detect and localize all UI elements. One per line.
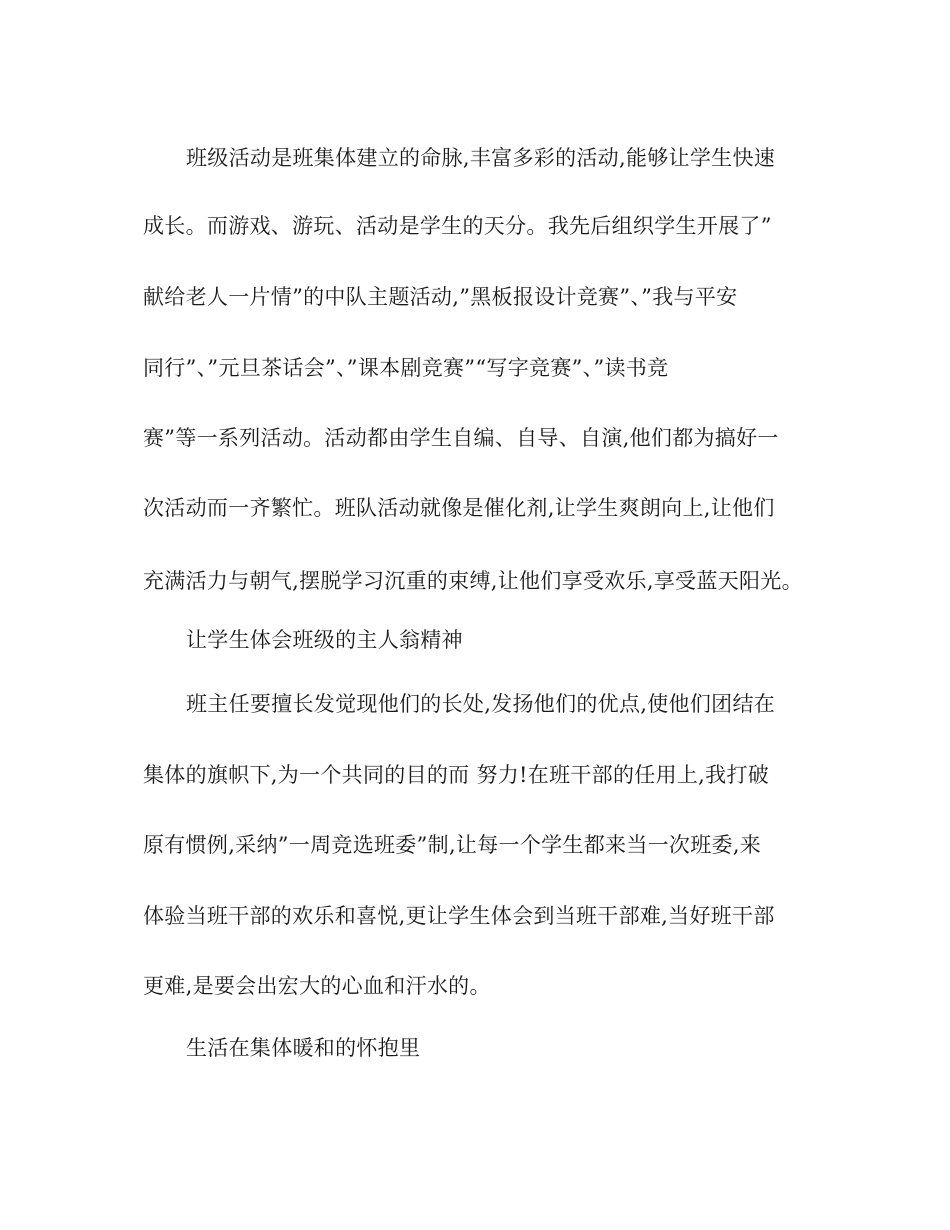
paragraph-1-line-2: 成长。而游戏、游玩、活动是学生的天分。我先后组织学生开展了” [143, 214, 772, 238]
paragraph-1-line-4: 同行”、”元旦茶话会”、”课本剧竞赛”“写字竞赛”、”读书竞 [143, 356, 669, 380]
paragraph-2-line-5: 更难,是要会出宏大的心血和汗水的。 [143, 974, 491, 998]
paragraph-1-line-5: 赛”等一系列活动。活动都由学生自编、自导、自演,他们都为搞好一 [143, 426, 779, 450]
paragraph-2-line-3: 原有惯例,采纳”一周竞选班委”制,让每一个学生都来当一次班委,来 [143, 833, 762, 857]
paragraph-2-line-2: 集体的旗帜下,为一个共同的目的而 努力!在班干部的任用上,我打破 [143, 763, 770, 787]
paragraph-1-line-7: 充满活力与朝气,摆脱学习沉重的束缚,让他们享受欢乐,享受蓝天阳光。 [143, 569, 803, 593]
paragraph-1-line-1: 班级活动是班集体建立的命脉,丰富多彩的活动,能够让学生快速 [186, 146, 776, 170]
paragraph-1-line-3: 献给老人一片情”的中队主题活动,”黑板报设计竞赛”、”我与平安 [143, 285, 738, 309]
section-heading-2: 生活在集体暖和的怀抱里 [186, 1036, 421, 1060]
section-heading-1: 让学生体会班级的主人翁精神 [186, 628, 463, 652]
paragraph-2-line-1: 班主任要擅长发觉现他们的长处,发扬他们的优点,使他们团结在 [186, 692, 776, 716]
paragraph-2-line-4: 体验当班干部的欢乐和喜悦,更让学生体会到当班干部难,当好班干部 [143, 904, 775, 928]
paragraph-1-line-6: 次活动而一齐繁忙。班队活动就像是催化剂,让学生爽朗向上,让他们 [143, 496, 775, 520]
